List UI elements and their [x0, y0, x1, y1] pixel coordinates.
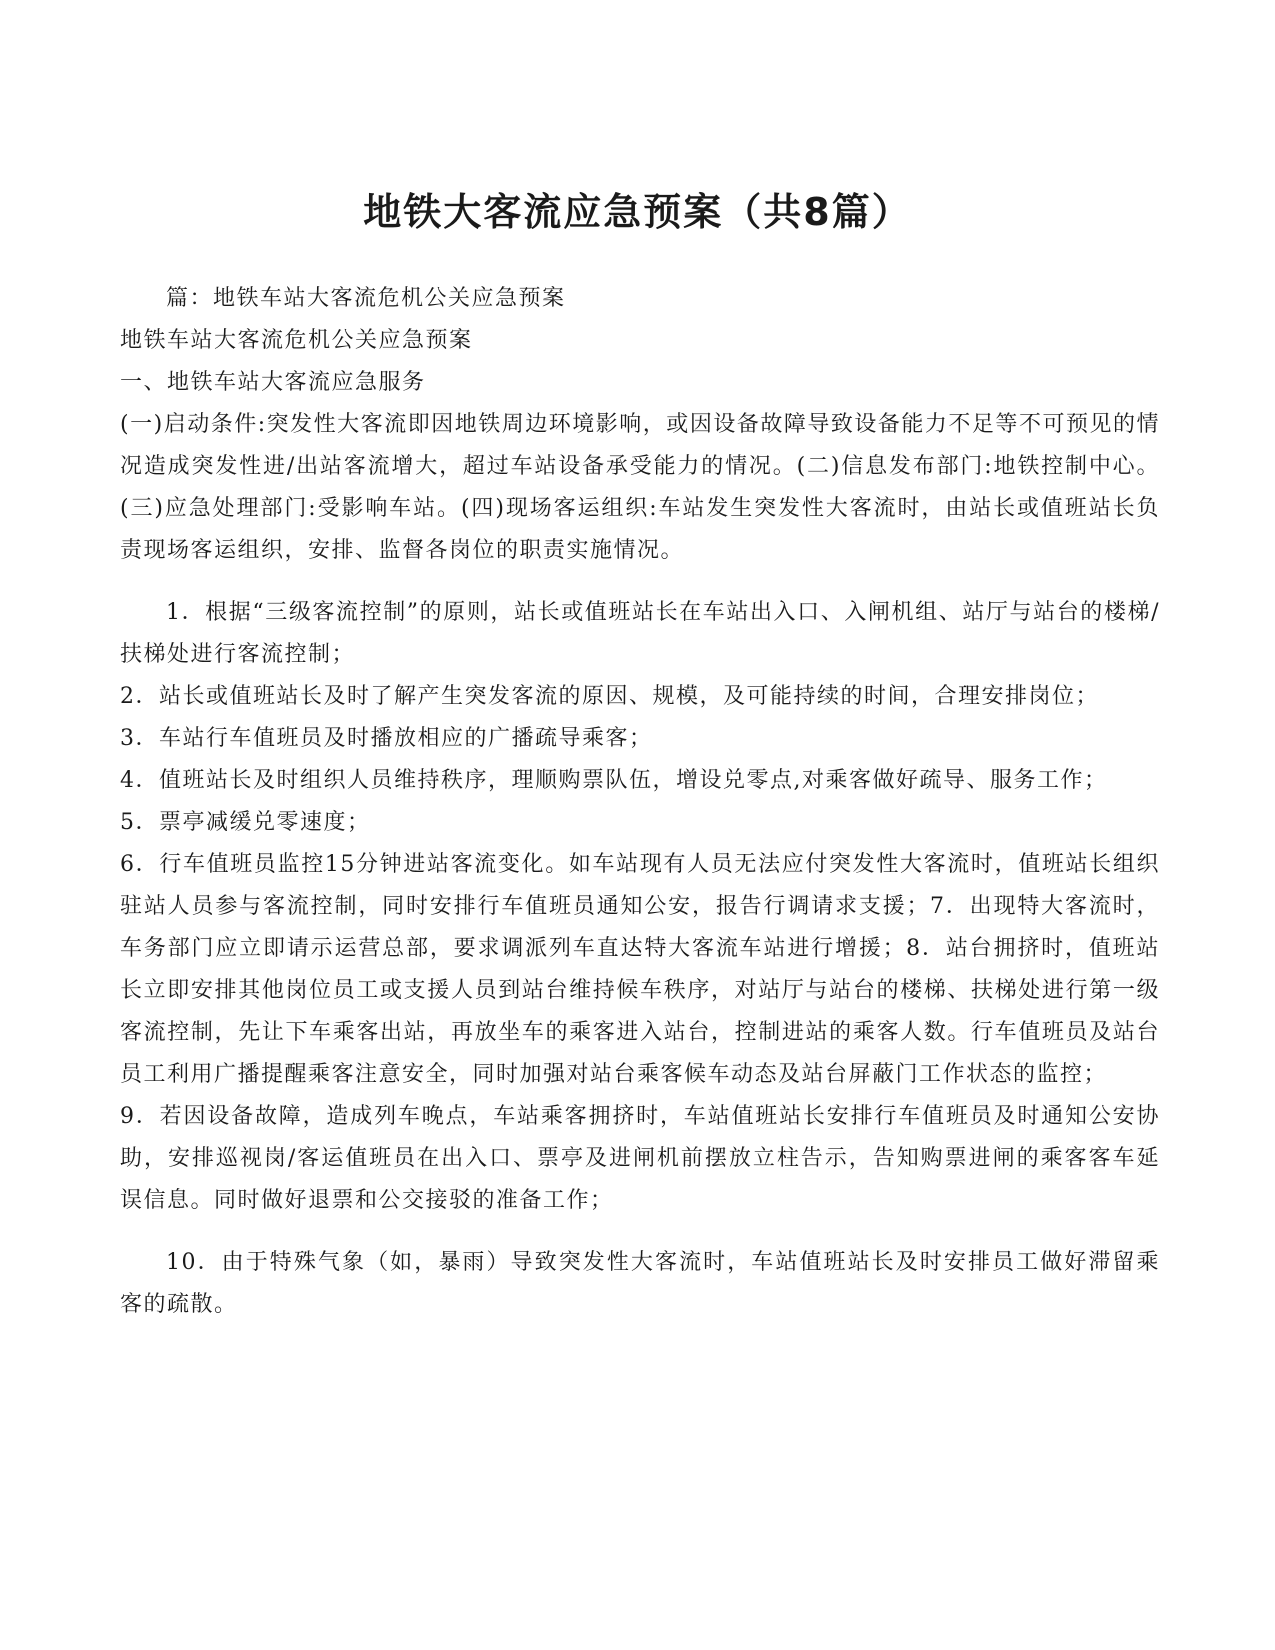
- paragraph-conditions: (一)启动条件:突发性大客流即因地铁周边环境影响，或因设备故障导致设备能力不足等不可预见的情况造成突发性进/出站客流增大，超过车站设备承受能力的情况。(二)信息发布部门:地铁控制中心。(三)应急处理部门:受影响车站。(四)现场客运组织:车站发生突发性大客流时，由站长或值班站长负责现场客运组织，安排、监督各岗位的职责实施情况。: [120, 412, 1160, 563]
- chapter-heading: 篇：地铁车站大客流危机公关应急预案: [166, 286, 566, 311]
- section-heading: 一、地铁车站大客流应急服务: [120, 370, 426, 395]
- paragraph-item-5: 5．票亭减缓兑零速度；: [120, 810, 371, 835]
- document-title: 地铁大客流应急预案（共8篇）: [363, 190, 912, 234]
- paragraph-item-4: 4．值班站长及时组织人员维持秩序，理顺购票队伍，增设兑零点,对乘客做好疏导、服务工作；: [120, 768, 1108, 793]
- paragraph-item-1: 1．根据“三级客流控制”的原则，站长或值班站长在车站出入口、入闸机组、站厅与站台的楼梯/扶梯处进行客流控制；: [120, 600, 1160, 667]
- paragraph-item-10: 10．由于特殊气象（如，暴雨）导致突发性大客流时，车站值班站长及时安排员工做好滞留乘客的疏散。: [120, 1250, 1160, 1317]
- paragraph-item-3: 3．车站行车值班员及时播放相应的广播疏导乘客；: [120, 726, 653, 751]
- section-title: 地铁车站大客流危机公关应急预案: [120, 328, 473, 353]
- document-body: [120, 278, 1160, 1326]
- paragraph-item-9: 9．若因设备故障，造成列车晚点，车站乘客拥挤时，车站值班站长安排行车值班员及时通知公安协助，安排巡视岗/客运值班员在出入口、票亭及进闸机前摆放立柱告示，告知购票进闸的乘客客车延误信息。同时做好退票和公交接驳的准备工作；: [120, 1104, 1160, 1213]
- paragraph-item-2: 2．站长或值班站长及时了解产生突发客流的原因、规模，及可能持续的时间，合理安排岗位；: [120, 684, 1100, 709]
- paragraph-item-6-8: 6．行车值班员监控15分钟进站客流变化。如车站现有人员无法应付突发性大客流时，值班站长组织驻站人员参与客流控制，同时安排行车值班员通知公安，报告行调请求支援；7．出现特大客流时，车务部门应立即请示运营总部，要求调派列车直达特大客流车站进行增援；8．站台拥挤时，值班站长立即安排其他岗位员工或支援人员到站台维持候车秩序，对站厅与站台的楼梯、扶梯处进行第一级客流控制，先让下车乘客出站，再放坐车的乘客进入站台，控制进站的乘客人数。行车值班员及站台员工利用广播提醒乘客注意安全，同时加强对站台乘客候车动态及站台屏蔽门工作状态的监控；: [120, 852, 1160, 1087]
